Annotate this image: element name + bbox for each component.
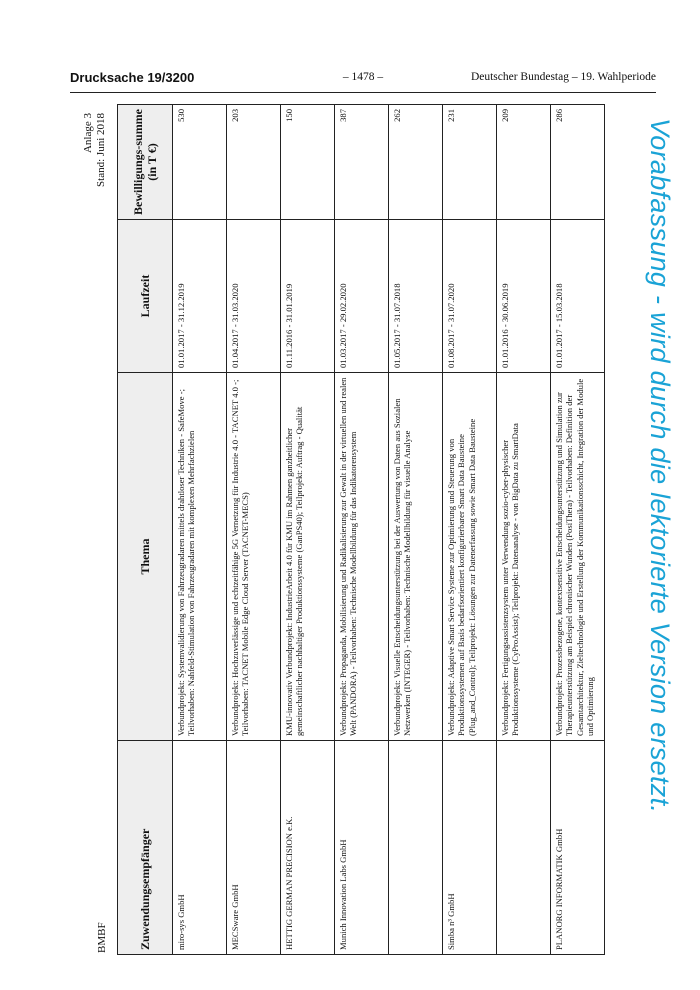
header-recipient: Zuwendungsempfänger xyxy=(118,741,173,955)
term-cell: 01.11.2016 - 31.01.2019 xyxy=(281,220,335,373)
annex-number: Anlage 3 xyxy=(82,113,94,154)
term-cell: 01.05.2017 - 31.07.2018 xyxy=(389,220,443,373)
recipient-cell: HETTIG GERMAN PRECISION e.K. xyxy=(281,741,335,955)
topic-cell: Verbundprojekt: Adaptive Smart Service Systeme zur Optimierung und Steuerung von Produktionssystemen auf Basis bedarfsorientiert konfigurierbarer Smart Data Bausteine (Plug_and_Control); Teilprojekt: Lösungen zur Datenerfassung sowie Smart Data Bausteine xyxy=(443,373,497,741)
drucksache-prefix: Drucksache 19/ xyxy=(70,70,166,85)
annex-info xyxy=(82,113,108,187)
table-row xyxy=(227,105,281,955)
header-rule xyxy=(70,92,656,93)
recipient-cell: PLANORG INFORMATIK GmbH xyxy=(551,741,605,955)
topic-cell: Verbundprojekt: Systemvalidierung von Fahrzeugradaren mittels drahtloser Techniken - SafeMove -; Teilvorhaben: Nahfeld-Stimulation von Fahrzeugradaren mit komplexen Mehrfachzielen xyxy=(173,373,227,741)
topic-cell: Verbundprojekt: Visuelle Entscheidungsunterstützung bei der Auswertung von Daten aus Sozialen Netzwerken (INTEGER) - Teilvorhaben: Technische Modellbildung für visuelle Analyse xyxy=(389,373,443,741)
amount-cell: 530 xyxy=(173,105,227,220)
table-page-top xyxy=(82,105,116,955)
term-cell: 01.01.2016 - 30.06.2019 xyxy=(497,220,551,373)
table-row xyxy=(443,105,497,955)
term-cell: 01.01.2017 - 31.12.2019 xyxy=(173,220,227,373)
bundestag-label: Deutscher Bundestag – 19. Wahlperiode xyxy=(470,71,656,83)
table-row xyxy=(551,105,605,955)
recipient-cell xyxy=(389,741,443,955)
ministry-label: BMBF xyxy=(96,922,108,953)
page-number: – 1478 – xyxy=(342,71,384,83)
amount-cell: 203 xyxy=(227,105,281,220)
header-topic: Thema xyxy=(118,373,173,741)
term-cell: 01.03.2017 - 29.02.2020 xyxy=(335,220,389,373)
table-header-row xyxy=(118,105,173,955)
amount-cell: 231 xyxy=(443,105,497,220)
drucksache-number: 3200 xyxy=(165,70,195,85)
table-row xyxy=(173,105,227,955)
amount-cell: 262 xyxy=(389,105,443,220)
topic-cell: Verbundprojekt: Propaganda, Mobilisierung und Radikalisierung zur Gewalt in der virtuellen und realen Welt (PANDORA) - Teilvorhaben: Technische Modellbildung für das Indikatorensystem xyxy=(335,373,389,741)
table-row xyxy=(335,105,389,955)
amount-cell: 150 xyxy=(281,105,335,220)
term-cell: 01.04.2017 - 31.03.2020 xyxy=(227,220,281,373)
topic-cell: Verbundprojekt: Prozessbezogene, kontextsensitive Entscheidungsunterstützung und Simulation zur Therapieunterstützung am Beispiel chronischer Wunden (PosiThera) - Teilvorhaben: Definition der Gesamtarchitektur, Zieltechnologie und Erstellung der Kommunikationsschicht, Integration der Module und Optimierung xyxy=(551,373,605,741)
draft-watermark: Vorabfassung - wird durch die lektorierte Version ersetzt. xyxy=(645,118,675,814)
page-header xyxy=(70,70,656,90)
rotated-table-page xyxy=(82,105,617,955)
topic-cell: KMU-innovativ Verbundprojekt: IndustrieArbeit 4.0 für KMU im Rahmen ganzheitlicher gemeinschaftlicher nachhaltiger Produktionssysteme (GanPS40); Teilprojekt: Auftrag - Qualität xyxy=(281,373,335,741)
table-row xyxy=(389,105,443,955)
annex-date: Stand: Juni 2018 xyxy=(95,113,107,187)
header-amount: Bewilligungs-summe (in T €) xyxy=(118,105,173,220)
amount-cell: 209 xyxy=(497,105,551,220)
recipient-cell: miro-sys GmbH xyxy=(173,741,227,955)
header-term: Laufzeit xyxy=(118,220,173,373)
term-cell: 01.08.2017 - 31.07.2020 xyxy=(443,220,497,373)
recipient-cell: MECSware GmbH xyxy=(227,741,281,955)
amount-cell: 286 xyxy=(551,105,605,220)
recipient-cell: Munich Innovation Labs GmbH xyxy=(335,741,389,955)
funding-table xyxy=(117,104,605,955)
amount-cell: 387 xyxy=(335,105,389,220)
table-row xyxy=(497,105,551,955)
topic-cell: Verbundprojekt: Hochzuverlässige und echtzeitfähige 5G Vernetzung für Industrie 4.0 - TACNET 4.0 -; Teilvorhaben: TACNET Mobile Edge Cloud Server (TACNET-MECS) xyxy=(227,373,281,741)
topic-cell: Verbundprojekt: Fertigungsassistenzsystem unter Verwendung sozio-cyber-physischer Produktionssysteme (CyProAssist); Teilprojekt: Datenanalyse - von BigData zu SmartData xyxy=(497,373,551,741)
table-row xyxy=(281,105,335,955)
term-cell: 01.01.2017 - 15.03.2018 xyxy=(551,220,605,373)
recipient-cell xyxy=(497,741,551,955)
recipient-cell: Simba n³ GmbH xyxy=(443,741,497,955)
